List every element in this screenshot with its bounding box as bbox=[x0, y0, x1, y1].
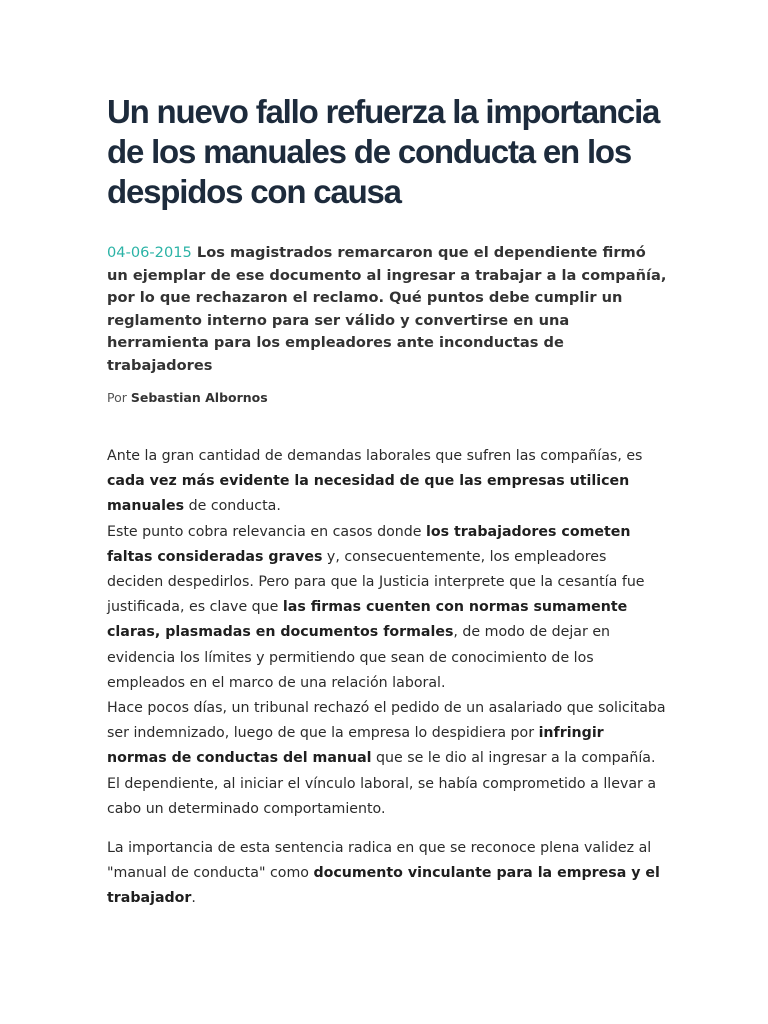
emphasis-text: cada vez más evidente la necesidad de que las empresas utilicen manuales bbox=[107, 473, 630, 515]
paragraph-text: Ante la gran cantidad de demandas laborales que sufren las compañías, es bbox=[107, 448, 643, 464]
article bbox=[107, 92, 667, 912]
publish-date: 04-06-2015 bbox=[107, 244, 192, 261]
paragraph-1 bbox=[107, 444, 667, 520]
paragraph-text: , de modo de dejar en evidencia los límites y permitiendo que sean de conocimiento de los empleados en el marco de una relación laboral. bbox=[107, 624, 611, 691]
emphasis-text: documento vinculante para la empresa y el trabajador bbox=[107, 865, 660, 907]
article-body bbox=[107, 444, 667, 912]
byline bbox=[107, 389, 667, 407]
paragraph-2 bbox=[107, 520, 667, 696]
article-headline: Un nuevo fallo refuerza la importancia de los manuales de conducta en los despidos con causa bbox=[107, 93, 660, 210]
paragraph-text: de conducta. bbox=[184, 498, 281, 515]
emphasis-text: los trabajadores cometen faltas consideradas graves bbox=[107, 523, 631, 565]
paragraph-5 bbox=[107, 836, 667, 912]
paragraph-text: que se le dio al ingresar a la compañía. bbox=[371, 750, 656, 767]
lead-text: Los magistrados remarcaron que el dependiente firmó un ejemplar de ese documento al ingresar a trabajar a la compañía, por lo que rechazaron el reclamo. Qué puntos debe cumplir un reglamento interno para ser válido y convertirse en una herramienta para los empleadores ante inconductas de trabajadores bbox=[107, 244, 667, 374]
paragraph-text: . bbox=[191, 890, 196, 907]
article-lead bbox=[107, 242, 667, 377]
emphasis-text: infringir normas de conductas del manual bbox=[107, 725, 604, 767]
paragraph-text: La importancia de esta sentencia radica en que se reconoce plena validez al "manual de conducta" como bbox=[107, 840, 652, 882]
paragraph-text: Hace pocos días, un tribunal rechazó el pedido de un asalariado que solicitaba ser indemnizado, luego de que la empresa lo despidiera por bbox=[107, 700, 666, 742]
paragraph-4 bbox=[107, 772, 667, 822]
byline-prefix: Por bbox=[107, 390, 131, 405]
paragraph-3 bbox=[107, 696, 667, 772]
paragraph-text: El dependiente, al iniciar el vínculo laboral, se había comprometido a llevar a cabo un determinado comportamiento. bbox=[107, 775, 657, 817]
paragraph-text: y, consecuentemente, los empleadores deciden despedirlos. Pero para que la Justicia interprete que la cesantía fue justificada, es clave que bbox=[107, 548, 645, 616]
emphasis-text: las firmas cuenten con normas sumamente claras, plasmadas en documentos formales bbox=[107, 599, 628, 641]
author-name: Sebastian Albornos bbox=[130, 390, 268, 405]
paragraph-text: Este punto cobra relevancia en casos donde bbox=[107, 523, 426, 540]
